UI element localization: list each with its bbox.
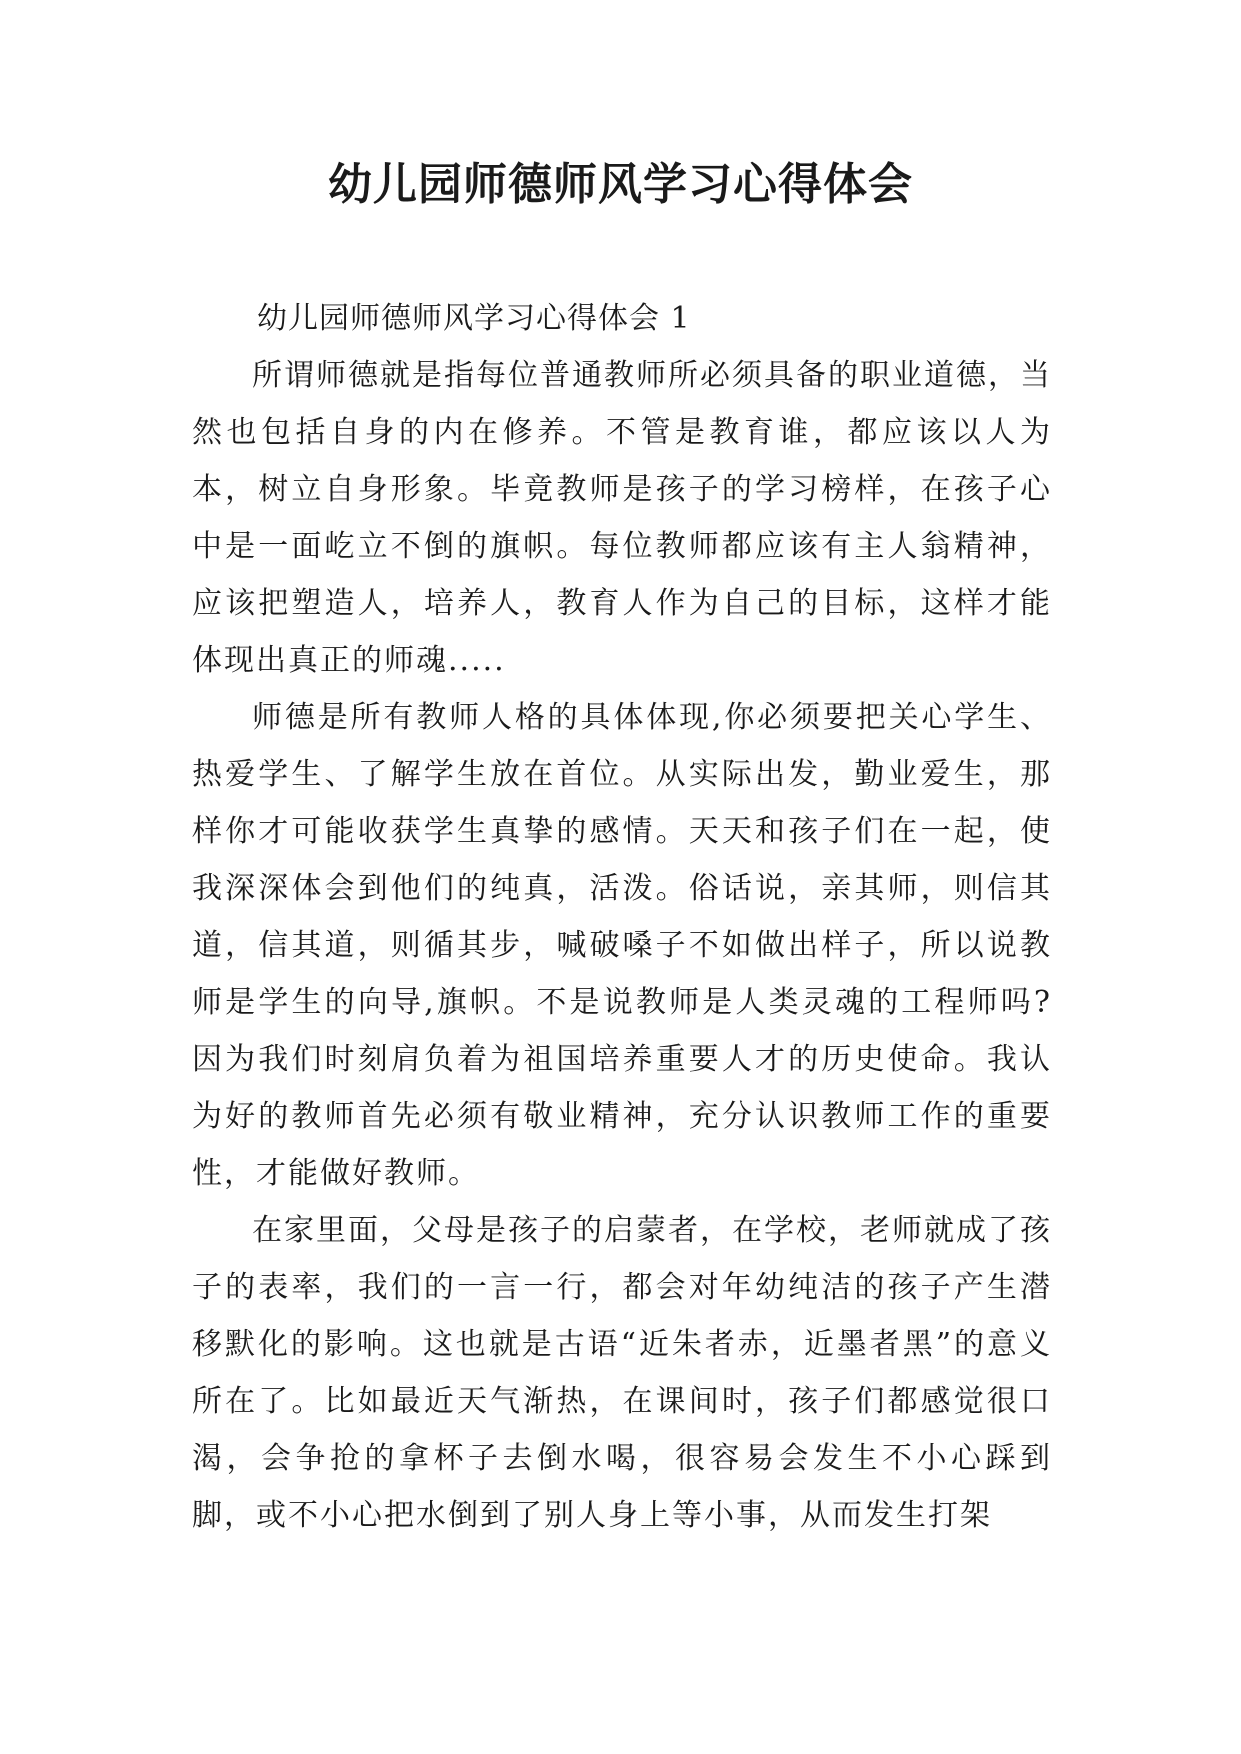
- document-body: [192, 290, 1052, 1544]
- paragraph-2: 师德是所有教师人格的具体体现,你必须要把关心学生、热爱学生、了解学生放在首位。从实际出发，勤业爱生，那样你才可能收获学生真挚的感情。天天和孩子们在一起，使我深深体会到他们的纯真，活泼。俗话说，亲其师，则信其道，信其道，则循其步，喊破嗓子不如做出样子，所以说教师是学生的向导,旗帜。不是说教师是人类灵魂的工程师吗?因为我们时刻肩负着为祖国培养重要人才的历史使命。我认为好的教师首先必须有敬业精神，充分认识教师工作的重要性，才能做好教师。: [192, 700, 1052, 1191]
- paragraph-3: 在家里面，父母是孩子的启蒙者，在学校，老师就成了孩子的表率，我们的一言一行，都会对年幼纯洁的孩子产生潜移默化的影响。这也就是古语“近朱者赤，近墨者黑”的意义所在了。比如最近天气渐热，在课间时，孩子们都感觉很口渴，会争抢的拿杯子去倒水喝，很容易会发生不小心踩到脚，或不小心把水倒到了别人身上等小事，从而发生打架: [192, 1213, 1052, 1533]
- section-heading: 幼儿园师德师风学习心得体会 1: [257, 301, 691, 336]
- paragraph-1: 所谓师德就是指每位普通教师所必须具备的职业道德，当然也包括自身的内在修养。不管是教育谁，都应该以人为本，树立自身形象。毕竟教师是孩子的学习榜样，在孩子心中是一面屹立不倒的旗帜。每位教师都应该有主人翁精神，应该把塑造人，培养人，教育人作为自己的目标，这样才能体现出真正的师魂.....: [192, 358, 1052, 678]
- document-title: 幼儿园师德师风学习心得体会: [328, 159, 913, 210]
